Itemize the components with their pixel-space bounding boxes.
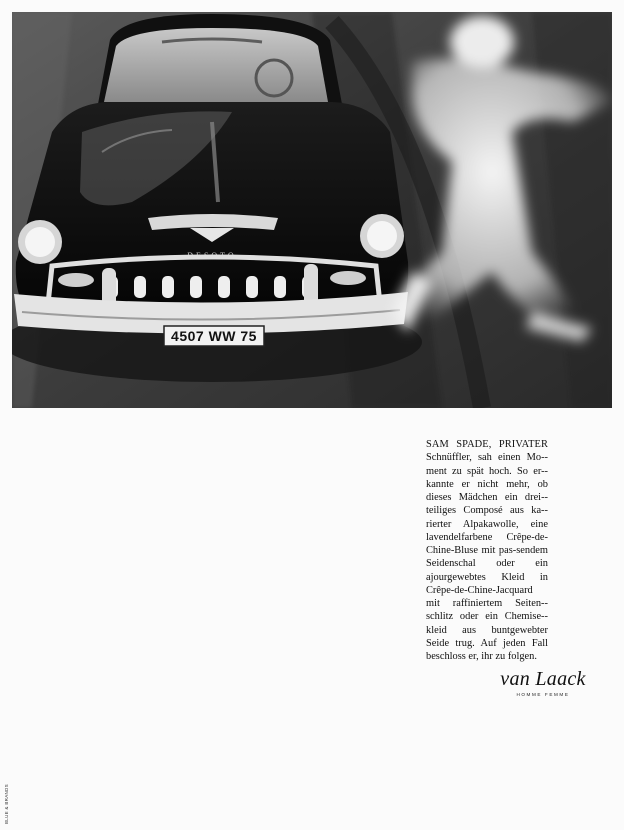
license-plate: 4507 WW 75 <box>171 328 257 344</box>
copy-lead: SAM SPADE, PRIVATER <box>426 439 548 450</box>
copy-text: Schnüffler, sah einen Mo-ment zu spät hoch. So er-kannte er nicht mehr, ob dieses Mädchen ein drei-teiliges Composé aus ka-rierter Alpakawolle, eine lavendelfarbene Crêpe-de-Chine-Bluse mit pas-sendem Seidenschal oder ein ajourgewebtes Kleid in Crêpe-de-Chine-Jacquard mit raffiniertem Seiten-schlitz oder ein Chemise-kleid aus buntgewebter Seide trug. Auf jeden Fall beschloss er, ihr zu folgen. <box>426 452 548 662</box>
grille-badge: DESOTO <box>187 251 237 260</box>
agency-credit: BLUE & BRANDS <box>4 784 9 824</box>
car-and-woman-photo <box>12 12 612 408</box>
ad-body-copy <box>426 438 548 663</box>
hero-photo <box>12 12 612 408</box>
brand-wordmark: van Laack <box>500 668 586 690</box>
brand-logo <box>498 668 588 697</box>
brand-subline: HOMME FEMME <box>516 692 570 697</box>
